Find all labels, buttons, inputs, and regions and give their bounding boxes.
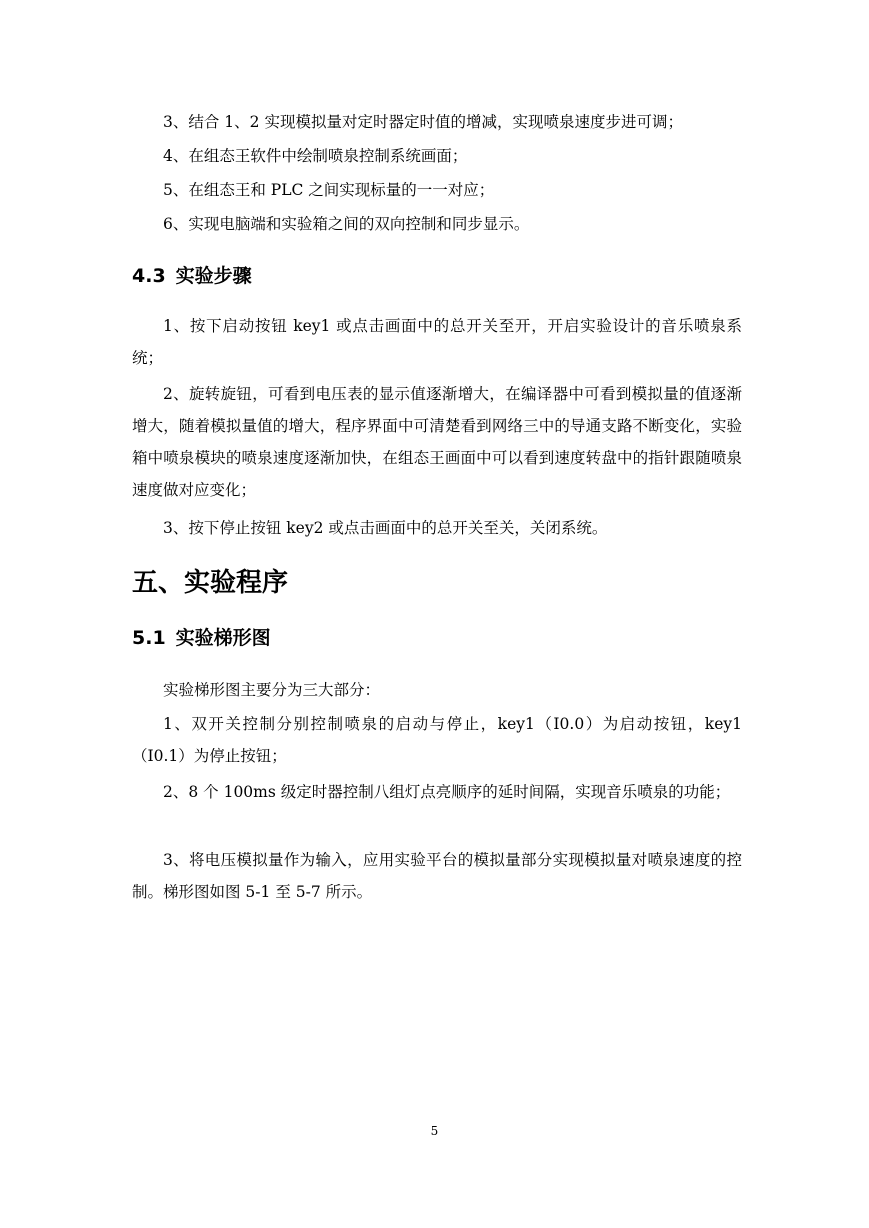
section-title: 实验梯形图 (175, 627, 271, 649)
step-item: 3、按下停止按钮 key2 或点击画面中的总开关至关，关闭系统。 (163, 519, 608, 537)
step-item: 1、按下启动按钮 key1 或点击画面中的总开关至开，开启实验设计的音乐喷泉系统； (132, 317, 742, 367)
list-item: 2、8 个 100ms 级定时器控制八组灯点亮顺序的延时间隔，实现音乐喷泉的功能； (163, 783, 731, 801)
list-item: 4、在组态王软件中绘制喷泉控制系统画面； (163, 147, 468, 165)
step-item: 2、旋转旋钮，可看到电压表的显示值逐渐增大，在编译器中可看到模拟量的值逐渐增大，随着模拟量值的增大，程序界面中可清楚看到网络三中的导通支路不断变化，实验箱中喷泉模块的喷泉速度逐渐加快，在组态王画面中可以看到速度转盘中的指针跟随喷泉速度做对应变化； (132, 385, 742, 499)
page-number: 5 (430, 1124, 439, 1138)
chapter-heading: 五、实验程序 (132, 568, 289, 598)
list-item: 1、双开关控制分别控制喷泉的启动与停止，key1（I0.0）为启动按钮，key1（I0.1）为停止按钮； (132, 715, 742, 765)
section-heading-4-3 (132, 262, 252, 290)
list-item: 3、结合 1、2 实现模拟量对定时器定时值的增减，实现喷泉速度步进可调； (163, 113, 683, 131)
list-item: 3、将电压模拟量作为输入，应用实验平台的模拟量部分实现模拟量对喷泉速度的控制。梯形图如图 5-1 至 5-7 所示。 (132, 851, 742, 901)
list-item: 6、实现电脑端和实验箱之间的双向控制和同步显示。 (163, 215, 530, 233)
section-number: 5.1 (132, 627, 166, 649)
list-item: 5、在组态王和 PLC 之间实现标量的一一对应； (163, 181, 495, 199)
intro-text: 实验梯形图主要分为三大部分： (163, 681, 381, 699)
section-heading-5-1 (132, 624, 271, 652)
section-title: 实验步骤 (175, 265, 252, 287)
section-number: 4.3 (132, 265, 166, 287)
